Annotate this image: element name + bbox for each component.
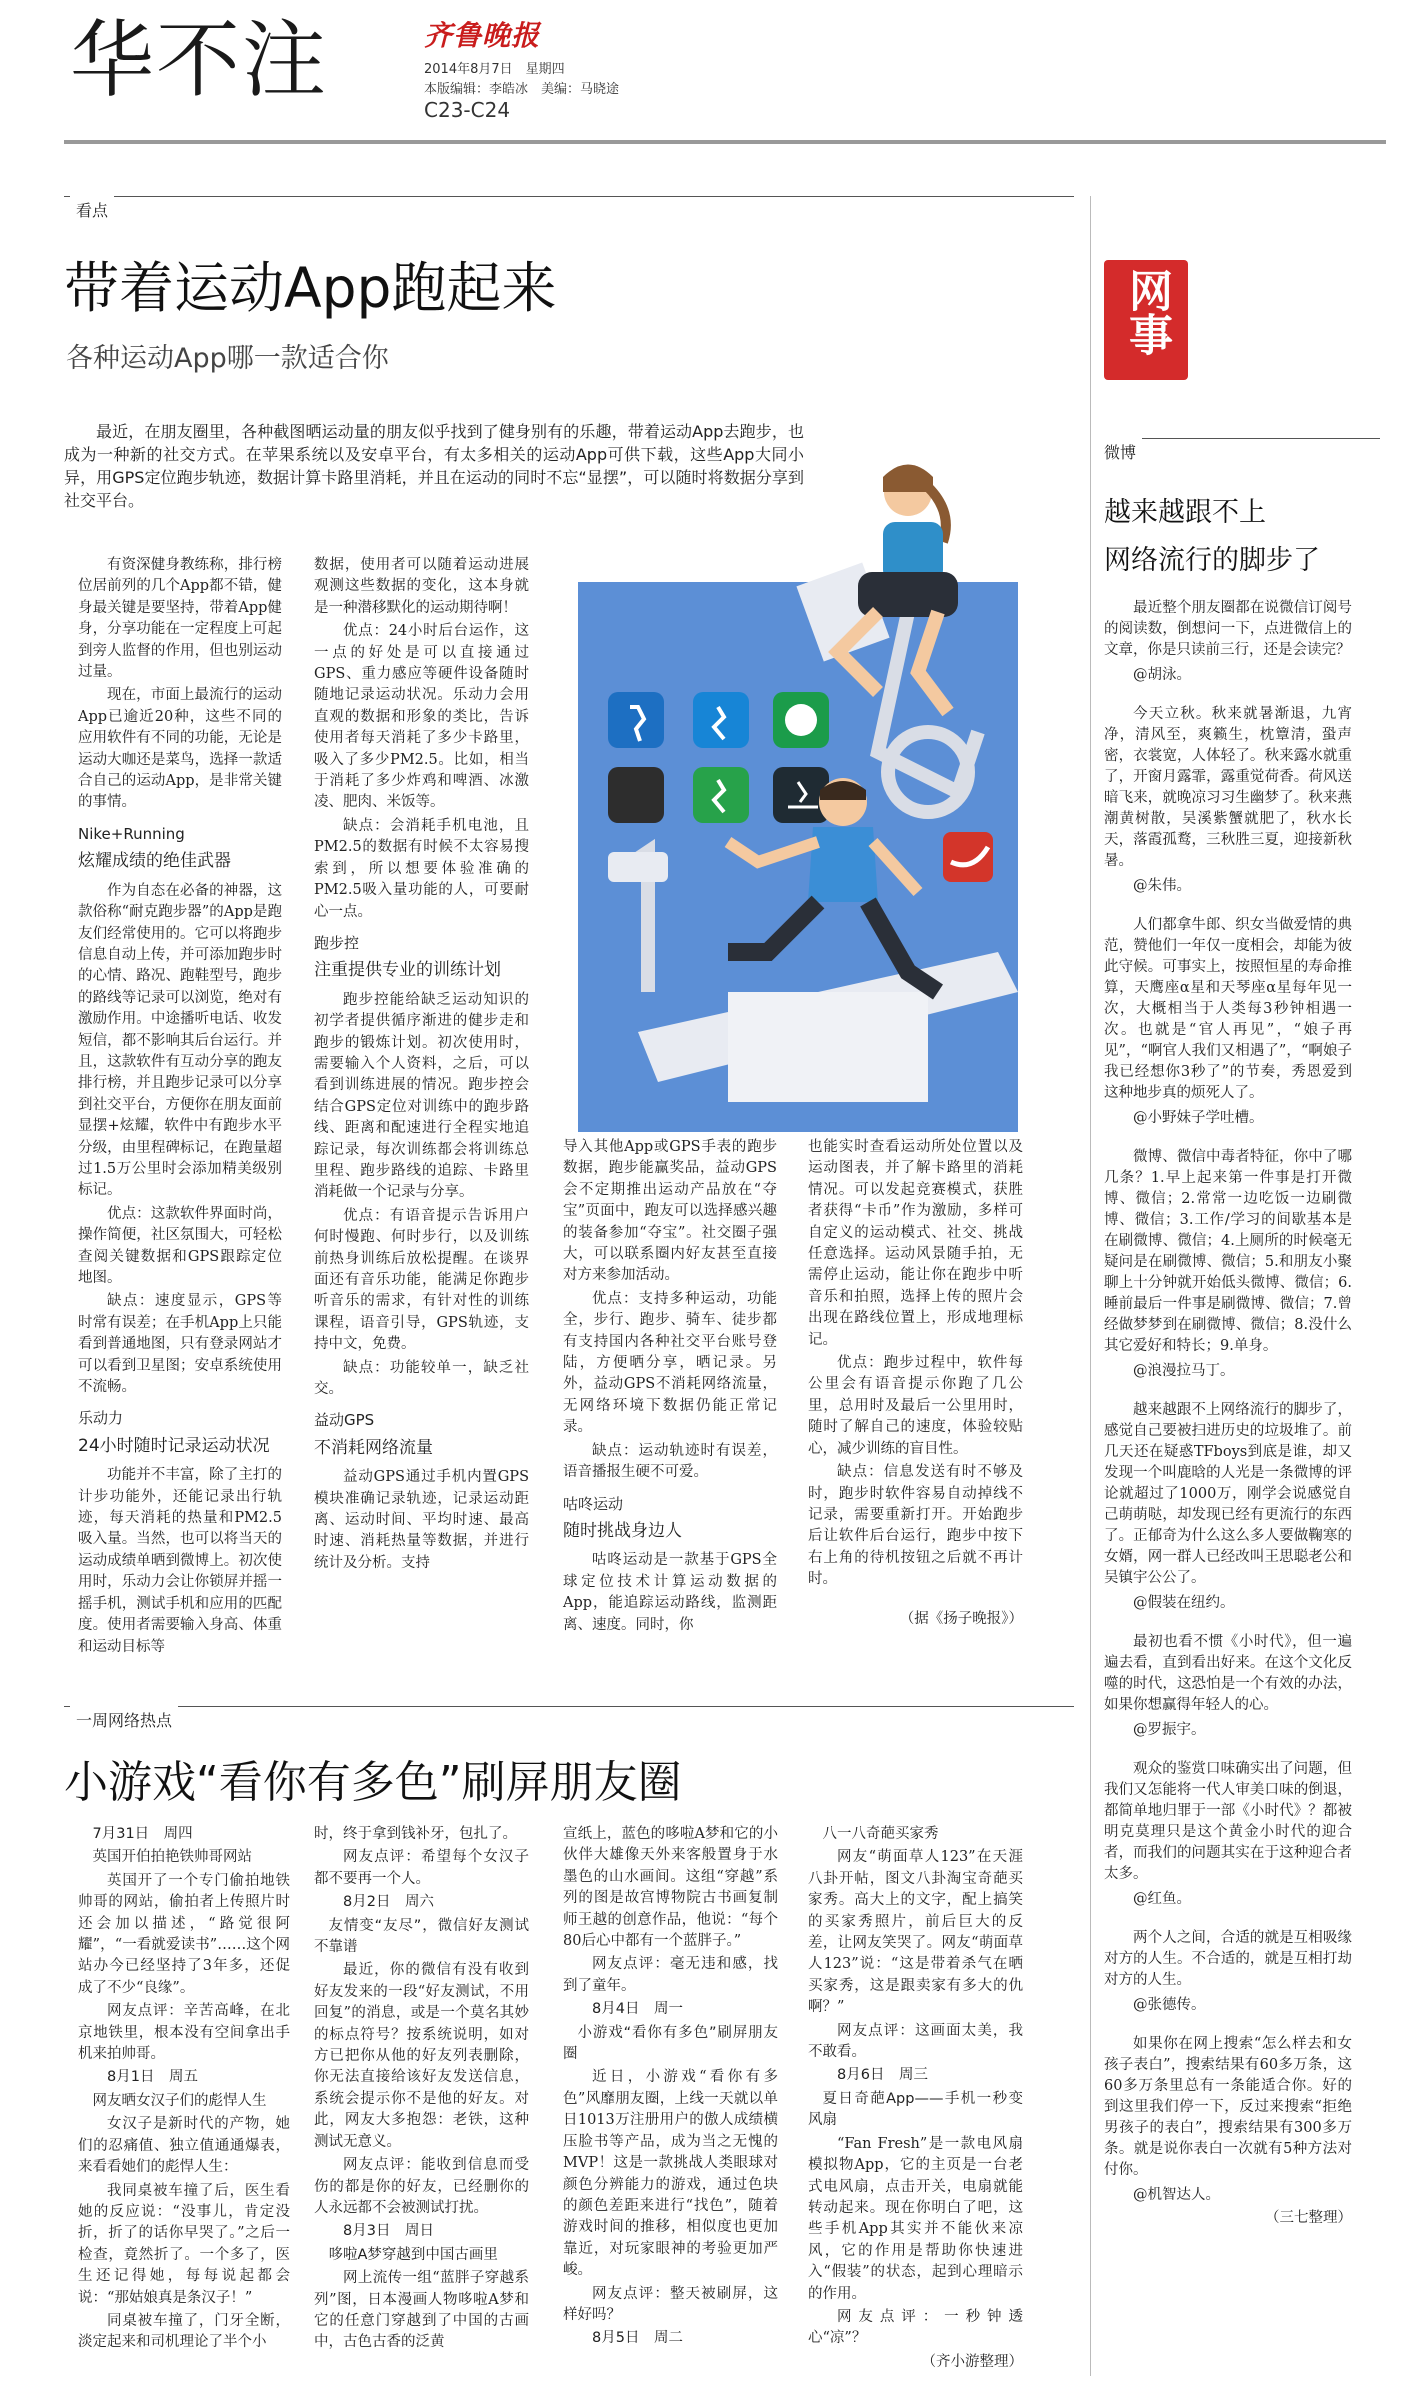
editor-credit: 本版编辑：李皓冰 美编：马晓途 (424, 82, 620, 97)
section-subhead: 随时挑战身边人 (563, 1520, 682, 1541)
masthead-title: 华不注 (70, 11, 329, 109)
masthead-rule (64, 140, 1386, 144)
feature-title: 带着运动App跑起来 (64, 256, 557, 320)
weibo-author: @胡泳。 (1133, 667, 1191, 683)
section-head: 跑步控 (314, 933, 360, 952)
weibo-title-1: 越来越跟不上 (1104, 497, 1266, 528)
weibo-author: @朱伟。 (1133, 878, 1191, 894)
section-subhead: 注重提供专业的训练计划 (314, 960, 501, 981)
weibo-source: （三七整理） (1265, 2210, 1352, 2226)
weibo-author: @机智达人。 (1133, 2187, 1220, 2203)
weibo-author: @浪漫拉马丁。 (1133, 1363, 1235, 1379)
weibo-post: 微博、微信中毒者特征，你中了哪几条？1.早上起来第一件事是打开微博、微信；2.常常一边吃饭一边刷微博、微信；3.工作/学习的间歇基本是在刷微博、微信；4.上厕所的时候毫无疑问是在刷微博、微信；5.和朋友小聚聊上十分钟就开始低头微博、微信；6.睡前最后一件事是刷微博、微信；7.曾经做梦梦到在刷微博、微信；8.没什么其它爱好和特长；9.单身。 (1104, 1149, 1352, 1354)
feature-subtitle: 各种运动App哪一款适合你 (66, 343, 389, 374)
weibo-sidebar (1090, 150, 1390, 2383)
weibo-post: 人们都拿牛郎、织女当做爱情的典范，赞他们一年仅一度相会，却能为彼此守候。可事实上，按照恒星的寿命推算，天鹰座α星和天琴座α星每年见一次，大概相当于人类每3秒钟相遇一次。也就是“官人再见”，“娘子再见”，“啊官人我们又相遇了”，“啊娘子我已经想你3秒了”的节奏，秀恩爱到这种地步真的烦死人了。 (1104, 917, 1352, 1101)
weibo-title-2: 网络流行的脚步了 (1104, 545, 1320, 576)
issue-date: 2014年8月7日 星期四 (424, 62, 565, 77)
section-subhead: 炫耀成绩的绝佳武器 (78, 851, 231, 872)
weibo-post: 今天立秋。秋来就暑渐退，九宵净，清风至，爽籁生，枕簟清，蛩声密，衣裳宽，人体轻了。秋来露水就重了，开窗月露霏，露重觉荷香。荷风送暗飞来，就晚凉习习生幽梦了。秋来燕潮黄树散，吴溪紫蟹就肥了，秋水长天，落霞孤鹜，三秋胜三夏，迎接新秋暑。 (1104, 706, 1352, 869)
section-head: 益动GPS (314, 1411, 375, 1430)
weibo-post: 如果你在网上搜索“怎么样去和女孩子表白”，搜索结果有60多万条，这60多万条里总有一条能适合你。好的到这里我们停一下，反过来搜索“拒绝男孩子的表白”，搜索结果有300多万条。就是说你表白一次就有5种方法对付你。 (1104, 2036, 1352, 2178)
news-title: 小游戏“看你有多色”刷屏朋友圈 (64, 1757, 682, 1808)
weibo-post: 最初也看不惯《小时代》，但一遍遍去看，直到看出好来。在这个文化反噬的时代，这恐怕是一个有效的办法，如果你想赢得年轻人的心。 (1104, 1634, 1352, 1713)
feature-col-3: 导入其他App或GPS手表的跑步数据，跑步能赢奖品，益动GPS会不定期推出运动产品放在“夺宝”页面中，跑友可以选择感兴趣的装备参加“夺宝”。社交圈子强大，可以联系圈内好友甚至直接对方来参加活动。 优点：支持多种运动，功能全，步行、跑步、骑车、徒步都有支持国内各种社交平台账号登陆，方便晒分享，晒记录。另外，益动GPS不消耗网络流量，无网络环境下数据仍能正常记录。 缺点：运动轨迹时有误差，语音播报生硬不可爱。 咕咚运动 随时挑战身边人 咕咚运动是一款基于GPS全球定位技术计算运动数据的App，能追踪运动路线，监测距离、速度。同时，你 (563, 1139, 777, 1633)
weibo-author: @红鱼。 (1133, 1891, 1191, 1907)
weibo-tag: 微博 (1104, 438, 1380, 466)
feature-col-2: 数据，使用者可以随着运动进展观测这些数据的变化，这本身就是一种潜移默化的运动期待啊！ 优点：24小时后台运作，这一点的好处是可以直接通过GPS、重力感应等硬件设备随时随地记录运动状况。乐动力会用直观的数据和形象的类比，告诉使用者每天消耗了多少卡路里，吸入了多少PM2.5。比如，相当于消耗了多少炸鸡和啤酒、冰激凌、肥肉、米饭等。 缺点：会消耗手机电池，且PM2.5的数据有时候不太容易搜索到，所以想要体验准确的PM2.5吸入量功能的人，可要耐心一点。 跑步控 注重提供专业的训练计划 跑步控能给缺乏运动知识的初学者提供循序渐进的健步走和跑步的锻炼计划。初次使用时，需要输入个人资料，之后，可以看到训练进展的情况。跑步控会结合GPS定位对训练中的跑步路线、距离和配速进行全程实地追踪记录，每次训练都会将训练总里程、跑步路线的追踪、卡路里消耗做一个记录与分享。 优点：有语音提示告诉用户何时慢跑、何时步行，以及训练前热身训练后放松提醒。在谈界面还有音乐功能，能满足你跑步听音乐的需求，有针对性的训练课程，语音引导，GPS轨迹，支持中文，免费。 缺点：功能较单一，缺乏社交。 益动GPS 不消耗网络流量 益动GPS通过手机内置GPS模块准确记录轨迹，记录运动距离、运动时间、平均时速、最高时速、消耗热量等数据，并进行统计及分析。支持 (314, 557, 529, 1571)
news-tag: 一周网络热点 (64, 1706, 1074, 1734)
feature-col-4: 也能实时查看运动所处位置以及运动图表，并了解卡路里的消耗情况。可以发起竞赛模式，获胜者获得“卡币”作为激励，多样可自定义的运动模式、社交、挑战任意选择。运动风景随手拍，无需停止运动，能让你在跑步中听音乐和拍照，选择上传的照片会出现在路线位置上，形成地理标记。 优点：跑步过程中，软件每公里会有语音提示你跑了几公里，总用时及最后一公里用时，随时了解自己的速度，体验较贴心，减少训练的盲目性。 缺点：信息发送有时不够及时，跑步时软件容易自动掉线不记录，需要重新打开。开始跑步后让软件后台运行，跑步中按下右上角的待机按钮之后就不再计时。 （据《扬子晚报》） (808, 1137, 1023, 1632)
nike-swoosh-icon (943, 832, 993, 882)
weibo-author: @张德传。 (1133, 1997, 1206, 2013)
weibo-author: @罗振宇。 (1133, 1722, 1206, 1738)
page-numbers: C23-C24 (424, 98, 511, 122)
weibo-post: 观众的鉴赏口味确实出了问题，但我们又怎能将一代人审美口味的倒退，都简单地归罪于一部《小时代》？都被明克莫理只是这个黄金小时代的迎合者，而我们的问题其实在于这种迎合者太多。 (1104, 1761, 1352, 1882)
paper-logo: 齐鲁晚报 (424, 19, 541, 52)
wangshi-badge: 网事 (1104, 260, 1188, 380)
weibo-post: 最近整个朋友圈都在说微信订阅号的阅读数，倒想问一下，点进微信上的文章，你是只读前三行，还是会读完？ (1104, 600, 1352, 658)
news-source: （齐小游整理） (921, 2353, 1023, 2370)
weibo-post: 两个人之间，合适的就是互相吸缘对方的人生。不合适的，就是互相打劫对方的人生。 (1104, 1930, 1352, 1988)
section-subhead: 24小时随时记录运动状况 (78, 1435, 270, 1456)
section-head: 咕咚运动 (563, 1494, 624, 1513)
feature-intro: 最近，在朋友圈里，各种截图晒运动量的朋友似乎找到了健身别有的乐趣，带着运动App去跑步，也成为一种新的社交方式。在苹果系统以及安卓平台，有太多相关的运动App可供下载，这些App大同小异，用GPS定位跑步轨迹，数据计算卡路里消耗，并且在运动的同时不忘“显摆”，可以随时将数据分享到社交平台。 (64, 422, 804, 510)
fitness-illustration (578, 432, 1018, 1132)
weibo-author: @假装在纽约。 (1133, 1595, 1235, 1611)
weibo-post: 越来越跟不上网络流行的脚步了，感觉自己要被扫进历史的垃圾堆了。前几天还在疑惑TFboys到底是谁，却又发现一个叫鹿晗的人光是一条微博的评论就超过了1000万，刚学会说感觉自己萌萌哒，却发现已经有更流行的东西了。正郁奇为什么这么多人要做鞠寒的女婿，网一群人已经改叫王思聪老公和吴镇宇公公了。 (1104, 1402, 1352, 1586)
illustration-svg (578, 432, 1018, 1132)
news-col-4: 八一八奇葩买家秀 网友“萌面草人123”在天涯八卦开帖，图文八卦淘宝奇葩买家秀。高大上的文字，配上搞笑的买家秀照片，前后巨大的反差，让网友笑哭了。网友“萌面草人123”说：“这是带着杀气在晒买家秀，这是跟卖家有多大的仇啊？” 网友点评：这画面太美，我不敢看。 8月6日 周三 夏日奇葩App——手机一秒变风扇 “Fan Fresh”是一款电风扇模拟物App，它的主页是一台老式电风扇，点击开关，电扇就能转动起来。现在你明白了吧，这些手机App其实并不能伙来凉风，它的作用是帮助你快速进入“假装”的状态，起到心理暗示的作用。 网友点评：一秒钟透心“凉”？ （齐小游整理） (808, 1824, 1023, 2375)
nike-icon (608, 767, 664, 823)
news-col-1: 7月31日 周四 英国开伯拍艳铁帅哥网站 英国开了一个专门偷拍地铁帅哥的网站，偷拍者上传照片时还会加以描述，“路觉很阿耀”，“一看就爱读书”……这个网站办今已经坚持了3年多，还促成了不少“良缘”。 网友点评：辛苦高峰，在北京地铁里，根本没有空间拿出手机来拍帅哥。 8月1日 周五 网友晒女汉子们的彪悍人生 女汉子是新时代的产物，她们的忍痛值、独立值通通爆表，来看看她们的彪悍人生： 我同桌被车撞了后，医生看她的反应说：“没事儿，肯定没折，折了的话你早哭了。”之后一检查，竟然折了。一个多了，医生还记得她，每每说起都会说：“那姑娘真是条汉子！” 同桌被车撞了，门牙全断，淡定起来和司机理论了半个小 (78, 1826, 290, 2351)
masthead (0, 0, 1409, 150)
news-col-2: 时，终于拿到钱补牙，包扎了。 网友点评：希望每个女汉子都不要再一个人。 8月2日 周六 友情变“友尽”，微信好友测试不靠谱 最近，你的微信有没有收到好友发来的一段“好友测试，不用回复”的消息，或是一个莫名其妙的标点符号？按系统说明，如对方已把你从他的好友列表删除，你无法直接给该好友发送信息，系统会提示你不是他的好友。对此，网友大多抱怨：老铁，这种测试无意义。 网友点评：能收到信息而受伤的都是你的好友，已经删你的人永远都不会被测试打扰。 8月3日 周日 哆啦A梦穿越到中国古画里 网上流传一组“蓝胖子穿越系列”图，日本漫画人物哆啦A梦和它的任意门穿越到了中国的古画中，古色古香的泛黄 (314, 1826, 529, 2351)
running-man-icon (608, 692, 664, 748)
feature-col-1: 有资深健身教练称，排行榜位居前列的几个App都不错，健身最关键是要坚持，带着App健身，分享功能在一定程度上可起到旁人监督的作用，但也别运动过量。 现在，市面上最流行的运动App已逾近20种，这些不同的应用软件有不同的功能，无论是运动大咖还是菜鸟，选择一款适合自己的运动App，是非常关键的事情。 Nike+Running 炫耀成绩的绝佳武器 作为自态在必备的神器，这款俗称“耐克跑步器”的App是跑友们经常使用的。它可以将跑步信息自动上传，并可添加跑步时的心情、路况、跑鞋型号，跑步的路线等记录可以浏览，绝对有激励作用。中途播听电话、收发短信，都不影响其后台运行。并且，这款软件有互动分享的跑友排行榜，并且跑步记录可以分享到社交平台，方便你在朋友面前显摆+炫耀，软件中有跑步水平分级，由里程碑标记，在跑量超过1.5万公里时会添加精美级别标记。 优点：这款软件界面时尚，操作简便，社区氛围大，可轻松查阅关键数据和GPS跟踪定位地图。 缺点：速度显示，GPS等时常有误差；在手机App上只能看到普通地图，只有登录网站才可以看到卫星图；安卓系统使用不流畅。 乐动力 24小时随时记录运动状况 功能并不丰富，除了主打的计步功能外，还能记录出行轨迹，每天消耗的热量和PM2.5吸入量。当然，也可以将当天的运动成绩单晒到微博上。初次使用时，乐动力会让你锁屏并摇一摇手机，测试手机和应用的匹配度。使用者需要输入身高、体重和运动目标等 (78, 557, 282, 1655)
section-head: 乐动力 (78, 1409, 124, 1428)
news-col-3: 宣纸上，蓝色的哆啦A梦和它的小伙伴大雄像天外来客般置身于水墨色的山水画间。这组“穿越”系列的图是故宫博物院古书画复制师王越的创意作品，他说：“每个80后心中都有一个蓝胖子。” 网友点评：毫无违和感，找到了童年。 8月4日 周一 小游戏“看你有多色”刷屏朋友圈 近日，小游戏“看你有多色”风靡朋友圈，上线一天就以单日1013万注册用户的傲人成绩横压脸书等产品，成为当之无愧的MVP！这是一款挑战人类眼球对颜色分辨能力的游戏，通过色块的颜色差距来进行“找色”，随着游戏时间的推移，相似度也更加靠近，对玩家眼神的考验更加严峻。 网友点评：整天被刷屏，这样好吗？ 8月5日 周二 (563, 1826, 778, 2347)
article-source: （据《扬子晚报》） (899, 1610, 1023, 1627)
section-head: Nike+Running (78, 824, 185, 843)
section-subhead: 不消耗网络流量 (314, 1437, 433, 1458)
weibo-author: @小野妹子学吐槽。 (1133, 1110, 1264, 1126)
feature-tag: 看点 (64, 196, 1074, 224)
weibo-posts (1104, 598, 1352, 2245)
column-divider (1090, 196, 1091, 2376)
